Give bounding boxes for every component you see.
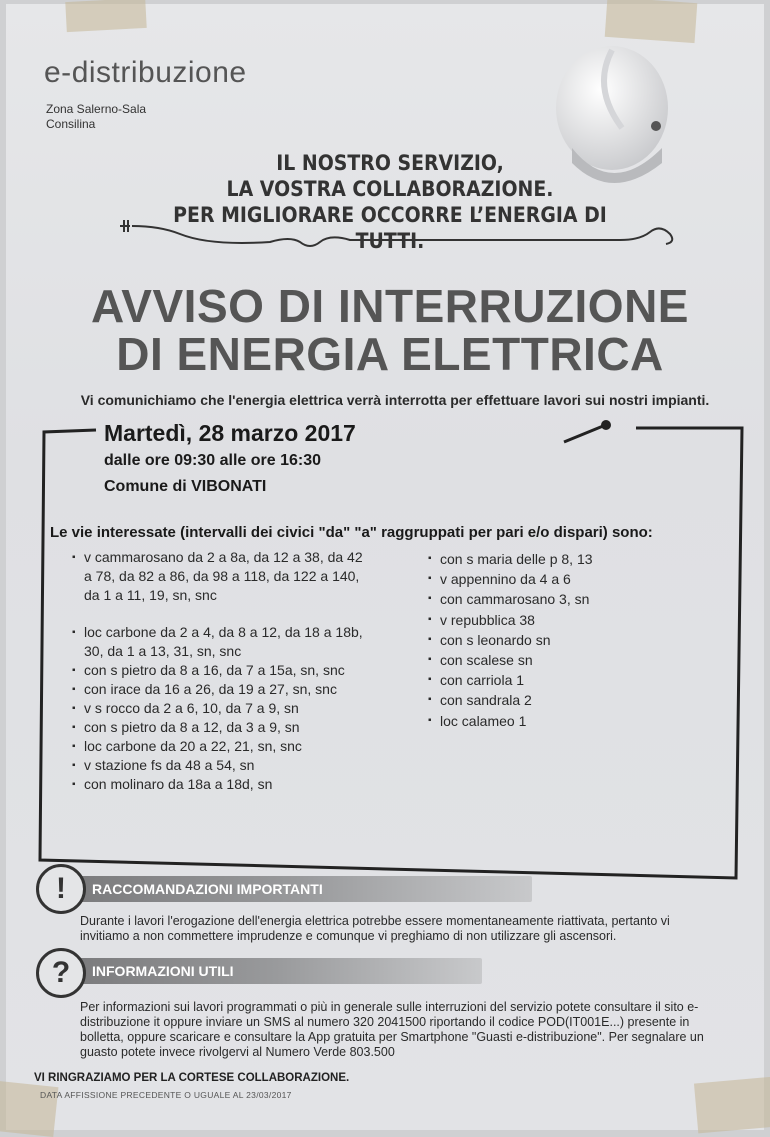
list-item: ▪ loc carbone da 20 a 22, 21, sn, snc: [72, 737, 372, 756]
thanks-line: VI RINGRAZIAMO PER LA CORTESE COLLABORAZIONE.: [34, 1072, 350, 1084]
streets-heading: Le vie interessate (intervalli dei civici "da" "a" raggruppati per pari e/o dispari) sono:: [50, 524, 653, 541]
list-item: ▪ con sandrala 2: [428, 690, 688, 710]
warning-symbol: !: [56, 872, 66, 905]
list-item: ▪ con s pietro da 8 a 16, da 7 a 15a, sn, snc: [72, 661, 372, 680]
list-item: ▪ v appennino da 4 a 6: [428, 569, 688, 589]
tape-top-left: [65, 0, 146, 32]
logo-prefix: e-: [44, 56, 72, 89]
list-item: ▪ con s leonardo sn: [428, 630, 688, 650]
title-line-2: DI ENERGIA ELETTRICA: [116, 328, 664, 380]
slogan-line-3: PER MIGLIORARE OCCORRE L’ENERGIA DI TUTTI.: [173, 203, 607, 253]
list-item: ▪ loc carbone da 2 a 4, da 8 a 12, da 18 a 18b, 30, da 1 a 13, 31, sn, snc: [72, 623, 372, 661]
list-item: ▪ v s rocco da 2 a 6, 10, da 7 a 9, sn: [72, 699, 372, 718]
interruption-date: Martedì, 28 marzo 2017: [104, 420, 356, 446]
plug-icon: [120, 212, 680, 254]
list-item: ▪ v stazione fs da 48 a 54, sn: [72, 756, 372, 775]
notice-title: [40, 282, 740, 378]
list-item: ▪ con cammarosano 3, sn: [428, 589, 688, 609]
zone-label: Zona Salerno-Sala Consilina: [46, 102, 147, 131]
list-item: ▪ v cammarosano da 2 a 8a, da 12 a 38, da 42 a 78, da 82 a 86, da 98 a 118, da 122 a 140, da 1 a 11, 19, sn, snc: [72, 548, 372, 605]
streets-list-right: [428, 549, 688, 731]
tape-bottom-right: [694, 1077, 770, 1134]
title-line-1: AVVISO DI INTERRUZIONE: [91, 280, 689, 332]
affixion-date: DATA AFFISSIONE PRECEDENTE O UGUALE AL 23/03/2017: [40, 1090, 292, 1100]
warning-icon: [36, 864, 86, 914]
question-icon: [36, 948, 86, 998]
logo-main: distribuzione: [71, 56, 247, 89]
list-item: ▪ con s pietro da 8 a 12, da 3 a 9, sn: [72, 718, 372, 737]
list-item: ▪ con s maria delle p 8, 13: [428, 549, 688, 569]
company-logo: [44, 56, 247, 90]
important-section-text: Durante i lavori l'erogazione dell'energia elettrica potrebbe essere momentaneamente riattivata, pertanto vi invitiamo a non commettere imprudenze e comunque vi preghiamo di non utilizzare gli ascensori.: [80, 914, 670, 943]
info-section-bar: [70, 958, 482, 984]
important-section-bar: [70, 876, 532, 902]
interruption-hours: dalle ore 09:30 alle ore 16:30: [104, 452, 322, 469]
streets-list-left: [72, 548, 372, 794]
slogan-line-2: LA VOSTRA COLLABORAZIONE.: [226, 177, 554, 201]
list-item: ▪ con scalese sn: [428, 650, 688, 670]
question-symbol: ?: [51, 956, 71, 989]
list-item: ▪ loc calameo 1: [428, 711, 688, 731]
comune-name: Comune di VIBONATI: [104, 478, 267, 495]
list-item: ▪ v repubblica 38: [428, 610, 688, 630]
list-item: ▪ con molinaro da 18a a 18d, sn: [72, 775, 372, 794]
list-item: ▪ con irace da 16 a 26, da 19 a 27, sn, snc: [72, 680, 372, 699]
intro-text: Vi comunichiamo che l'energia elettrica verrà interrotta per effettuare lavori sui nostri impianti.: [80, 392, 710, 408]
info-section-text: Per informazioni sui lavori programmati o più in generale sulle interruzioni del servizio potete consultare il sito e-distribuzione it oppure inviare un SMS al numero 320 2041500 riportando il codice POD(IT001E...) presente in bolletta, oppure scaricare e consultare la App gratuita per Smartphone "Guasti e-distribuzione". Per segnalare un guasto potete invece rivolgervi al Numero Verde 803.500: [80, 1000, 704, 1059]
important-section-title: RACCOMANDAZIONI IMPORTANTI: [92, 881, 323, 897]
list-item: ▪ con carriola 1: [428, 670, 688, 690]
info-section-title: INFORMAZIONI UTILI: [92, 963, 234, 979]
slogan-line-1: IL NOSTRO SERVIZIO,: [276, 151, 504, 175]
